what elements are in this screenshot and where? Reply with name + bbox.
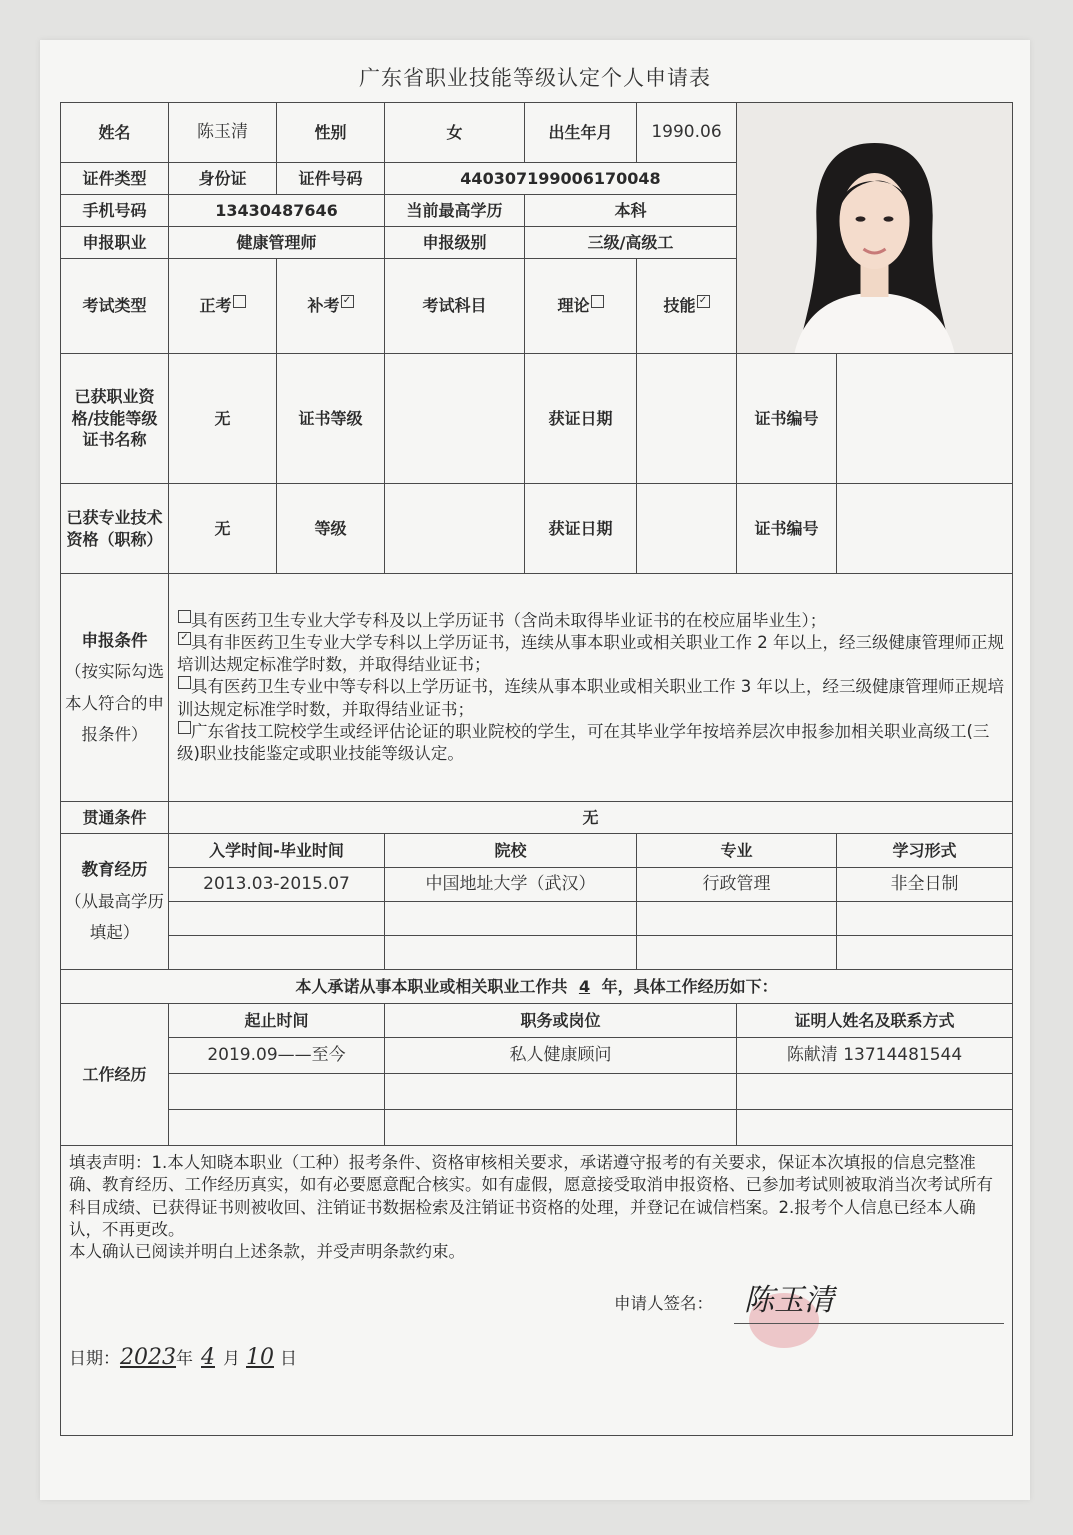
name-value: 陈玉清 [169, 103, 277, 163]
grade-label: 等级 [277, 484, 385, 574]
qual-cert-label: 已获职业资格/技能等级证书名称 [61, 354, 169, 484]
skill-checkbox[interactable]: ✓ [697, 295, 710, 308]
condition-checkbox[interactable] [178, 676, 191, 689]
school-header: 院校 [385, 834, 637, 868]
condition-checkbox[interactable]: ✓ [178, 632, 191, 645]
zhengkao-option[interactable] [169, 259, 277, 354]
cert-grade-value [385, 354, 525, 484]
signature-line [734, 1323, 1004, 1324]
major-header: 专业 [637, 834, 837, 868]
education-row-empty [61, 936, 1013, 970]
condition-item[interactable] [177, 676, 1004, 721]
skill-option[interactable] [637, 259, 737, 354]
major-cell: 行政管理 [637, 868, 837, 902]
application-table [60, 102, 1013, 1436]
prof-title-label: 已获专业技术资格（职称） [61, 484, 169, 574]
date-year: 2023 [120, 1345, 176, 1371]
transfer-label: 贯通条件 [61, 802, 169, 834]
birth-value: 1990.06 [637, 103, 737, 163]
occupation-label: 申报职业 [61, 227, 169, 259]
transfer-value: 无 [169, 802, 1013, 834]
work-promise-post: 年，具体工作经历如下： [601, 976, 778, 996]
conditions-list [169, 574, 1013, 802]
education-label-cell [61, 834, 169, 970]
work-period-cell: 2019.09——至今 [169, 1038, 385, 1074]
skill-label: 技能 [663, 296, 696, 316]
cert-no-label: 证书编号 [737, 354, 837, 484]
work-promise [61, 970, 1013, 1004]
referee-cell: 陈献清 13714481544 [737, 1038, 1013, 1074]
bukao-option[interactable] [277, 259, 385, 354]
condition-checkbox[interactable] [178, 610, 191, 623]
title-date-label: 获证日期 [525, 484, 637, 574]
condition-item[interactable] [177, 632, 1004, 677]
cert-date-value [637, 354, 737, 484]
gender-label: 性别 [277, 103, 385, 163]
applicant-photo [737, 103, 1012, 353]
date-month-unit: 月 [223, 1349, 240, 1370]
condition-text: 广东省技工院校学生或经评估论证的职业院校的学生，可在其毕业学年按培养层次申报参加相关职业高级工(三级)职业技能鉴定或职业技能等级认定。 [177, 721, 990, 764]
condition-text: 具有非医药卫生专业大学专科以上学历证书，连续从事本职业或相关职业工作 2 年以上，经三级健康管理师正规培训达规定标准学时数，并取得结业证书； [177, 632, 1004, 675]
date-day: 10 [246, 1345, 274, 1371]
work-promise-pre: 本人承诺从事本职业或相关职业工作共 [295, 976, 568, 996]
id-type-value: 身份证 [169, 163, 277, 195]
education-label: 教育经历 [81, 860, 148, 880]
title-no-label: 证书编号 [737, 484, 837, 574]
condition-text: 具有医药卫生专业大学专科及以上学历证书（含尚未取得毕业证书的在校应届毕业生）； [191, 610, 827, 630]
application-form-sheet [40, 40, 1030, 1500]
declaration-cell [61, 1146, 1013, 1436]
gender-value: 女 [385, 103, 525, 163]
declaration-confirm: 本人确认已阅读并明白上述条款，并受声明条款约束。 [69, 1242, 465, 1262]
study-mode-cell: 非全日制 [837, 868, 1013, 902]
date-label: 日期： [69, 1349, 120, 1370]
declaration-text: 填表声明：1.本人知晓本职业（工种）报考条件、资格审核相关要求，承诺遵守报考的有关要求，保证本次填报的信息完整准确、教育经历、工作经历真实，如有必要愿意配合核实。如有虚假，愿意接受取消申报资格、已参加考试则被取消当次考试所有科目成绩、已获得证书则被收回、注销证书数据检索及注销证书资格的处理，并登记在诚信档案。2.报考个人信息已经本人确认，不再更改。 [69, 1153, 993, 1239]
phone-label: 手机号码 [61, 195, 169, 227]
edu-period-cell: 2013.03-2015.07 [169, 868, 385, 902]
school-cell: 中国地址大学（武汉） [385, 868, 637, 902]
education-note: （从最高学历填起） [65, 891, 164, 943]
cert-grade-label: 证书等级 [277, 354, 385, 484]
name-label: 姓名 [61, 103, 169, 163]
condition-checkbox[interactable] [178, 721, 191, 734]
apply-level-label: 申报级别 [385, 227, 525, 259]
condition-text: 具有医药卫生专业中等专科以上学历证书，连续从事本职业或相关职业工作 3 年以上，经三级健康管理师正规培训达规定标准学时数，并取得结业证书； [177, 677, 1004, 719]
conditions-label: 申报条件 [81, 630, 148, 650]
education-row [61, 868, 1013, 902]
cert-no-value [837, 354, 1013, 484]
exam-type-label: 考试类型 [61, 259, 169, 354]
theory-label: 理论 [557, 296, 590, 316]
edu-level-label: 当前最高学历 [385, 195, 525, 227]
zhengkao-label: 正考 [199, 296, 232, 316]
work-row-empty [61, 1074, 1013, 1110]
title-date-value [637, 484, 737, 574]
edu-level-value: 本科 [525, 195, 737, 227]
id-type-label: 证件类型 [61, 163, 169, 195]
work-label: 工作经历 [61, 1004, 169, 1146]
prof-title-value: 无 [169, 484, 277, 574]
photo-cell [737, 103, 1013, 354]
condition-item[interactable] [177, 610, 1004, 632]
signature-value: 陈玉清 [744, 1283, 834, 1319]
date-month: 4 [201, 1345, 215, 1371]
date-day-unit: 日 [280, 1349, 297, 1370]
zhengkao-checkbox[interactable] [233, 295, 246, 308]
grade-value [385, 484, 525, 574]
apply-level-value: 三级/高级工 [525, 227, 737, 259]
bukao-checkbox[interactable]: ✓ [341, 295, 354, 308]
condition-item[interactable] [177, 721, 1004, 766]
birth-label: 出生年月 [525, 103, 637, 163]
work-period-header: 起止时间 [169, 1004, 385, 1038]
id-no-value: 440307199006170048 [385, 163, 737, 195]
title-no-value [837, 484, 1013, 574]
phone-value: 13430487646 [169, 195, 385, 227]
exam-subject-label: 考试科目 [385, 259, 525, 354]
date-row [69, 1343, 1004, 1373]
work-years: 4 [578, 976, 591, 996]
conditions-label-cell [61, 574, 169, 802]
signature-label: 申请人签名： [614, 1294, 713, 1314]
occupation-value: 健康管理师 [169, 227, 385, 259]
work-row [61, 1038, 1013, 1074]
work-row-empty [61, 1110, 1013, 1146]
referee-header: 证明人姓名及联系方式 [737, 1004, 1013, 1038]
edu-period-header: 入学时间-毕业时间 [169, 834, 385, 868]
bukao-label: 补考 [307, 296, 340, 316]
cert-date-label: 获证日期 [525, 354, 637, 484]
position-header: 职务或岗位 [385, 1004, 737, 1038]
qual-cert-value: 无 [169, 354, 277, 484]
date-year-unit: 年 [176, 1349, 193, 1370]
study-mode-header: 学习形式 [837, 834, 1013, 868]
conditions-note: （按实际勾选本人符合的申报条件） [65, 662, 164, 744]
position-cell: 私人健康顾问 [385, 1038, 737, 1074]
theory-checkbox[interactable] [591, 295, 604, 308]
id-no-label: 证件号码 [277, 163, 385, 195]
signature-row [69, 1283, 1004, 1333]
theory-option[interactable] [525, 259, 637, 354]
education-row-empty [61, 902, 1013, 936]
form-title: 广东省职业技能等级认定个人申请表 [359, 66, 711, 90]
